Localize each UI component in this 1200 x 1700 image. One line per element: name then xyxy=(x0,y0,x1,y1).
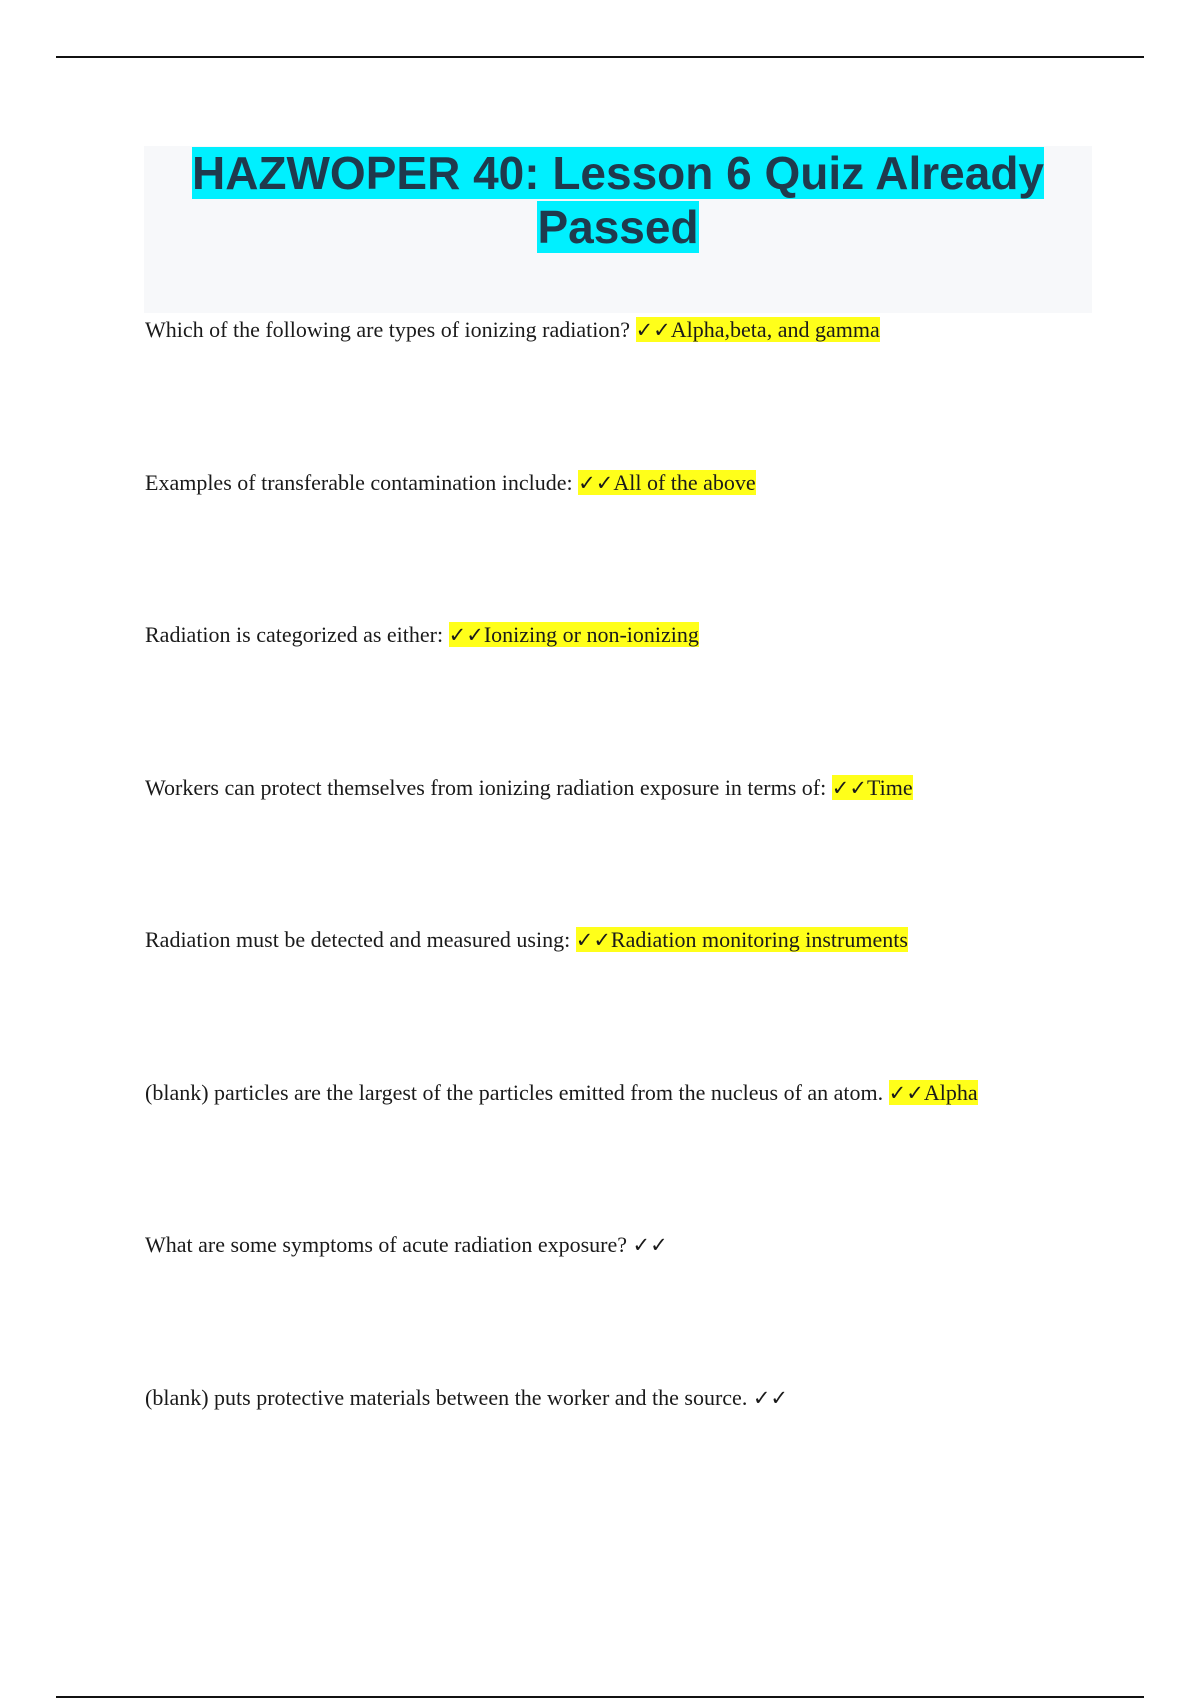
qa-item-1 xyxy=(145,315,1145,345)
qa-item-6 xyxy=(145,1078,1145,1108)
double-check-icon: ✓✓ xyxy=(888,1081,924,1105)
qa-item-8 xyxy=(145,1383,1145,1413)
answer-text: Alpha xyxy=(923,1080,978,1105)
answer-highlight xyxy=(576,927,908,952)
answer-text: Alpha,beta, and gamma xyxy=(670,317,880,342)
answer-highlight xyxy=(578,470,756,495)
double-check-icon: ✓✓ xyxy=(575,928,611,952)
answer-text: Time xyxy=(866,775,913,800)
qa-item-5 xyxy=(145,925,1145,955)
title-box xyxy=(144,146,1092,313)
top-rule xyxy=(56,56,1144,58)
page-title xyxy=(144,146,1092,254)
answer-text: All of the above xyxy=(613,470,756,495)
bottom-rule xyxy=(56,1696,1144,1698)
qa-item-7 xyxy=(145,1230,1145,1260)
answer-highlight xyxy=(449,622,699,647)
question-text: Radiation is categorized as either: xyxy=(145,622,444,647)
answer-highlight xyxy=(832,775,913,800)
answer-text: Radiation monitoring instruments xyxy=(610,927,908,952)
qa-item-3 xyxy=(145,620,1145,650)
question-text: Which of the following are types of ionizing radiation? xyxy=(145,317,631,342)
qa-item-2 xyxy=(145,468,1145,498)
double-check-icon: ✓✓ xyxy=(752,1386,789,1410)
question-text: What are some symptoms of acute radiation exposure? xyxy=(145,1232,628,1257)
qa-item-4 xyxy=(145,773,1145,803)
answer-highlight xyxy=(889,1080,978,1105)
double-check-icon: ✓✓ xyxy=(635,318,671,342)
question-text: Workers can protect themselves from ionizing radiation exposure in terms of: xyxy=(145,775,827,800)
question-text: (blank) particles are the largest of the particles emitted from the nucleus of an atom. xyxy=(145,1080,884,1105)
answer-highlight xyxy=(636,317,880,342)
double-check-icon: ✓✓ xyxy=(632,1233,668,1257)
question-text: (blank) puts protective materials between the worker and the source. xyxy=(145,1385,748,1410)
double-check-icon: ✓✓ xyxy=(831,776,867,800)
question-text: Radiation must be detected and measured using: xyxy=(145,927,571,952)
double-check-icon: ✓✓ xyxy=(448,623,484,647)
title-highlight: HAZWOPER 40: Lesson 6 Quiz Already Passed xyxy=(191,147,1045,253)
question-text: Examples of transferable contamination include: xyxy=(145,470,573,495)
answer-text: Ionizing or non-ionizing xyxy=(483,622,699,647)
double-check-icon: ✓✓ xyxy=(578,471,614,495)
